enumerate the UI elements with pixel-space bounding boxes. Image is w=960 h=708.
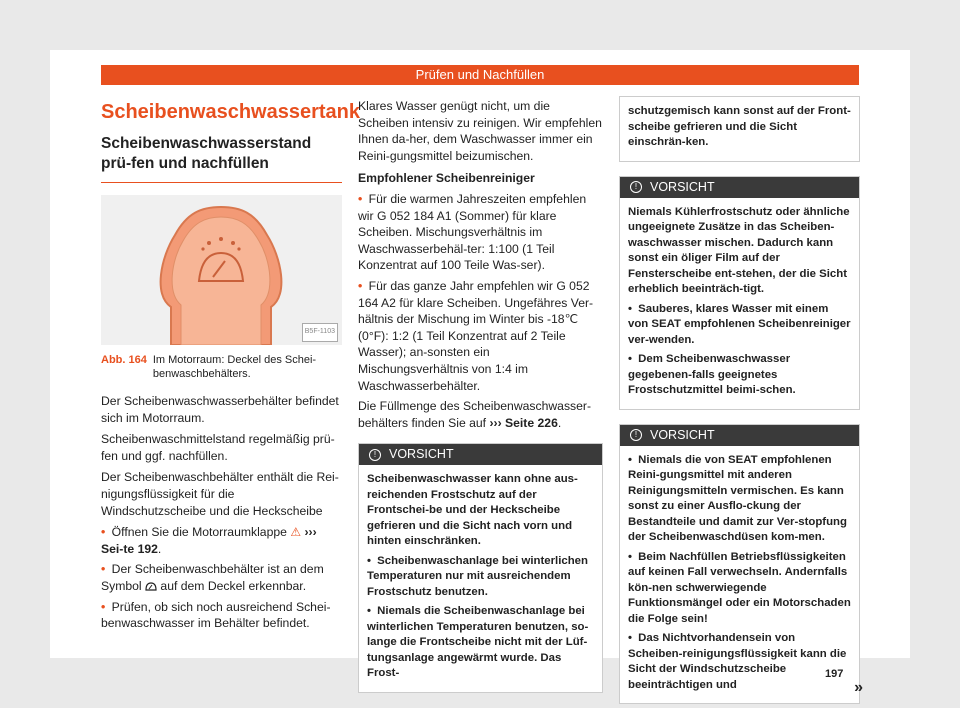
- bullet-dot: •: [628, 353, 632, 365]
- bullet-dot: •: [628, 453, 632, 466]
- caption-text: Im Motorraum: Deckel des Schei-benwaschbehälters.: [152, 354, 317, 380]
- caption-label: Abb. 164: [101, 354, 147, 366]
- paragraph: Der Scheibenwaschwasserbehälter befindet sich im Motorraum.: [101, 394, 339, 425]
- paragraph: Scheibenwaschmittelstand regelmäßig prü-fen und ggf. nachfüllen.: [101, 432, 335, 463]
- caution-box: [619, 176, 860, 410]
- caution-box-body: [359, 465, 602, 692]
- manual-page: [50, 50, 910, 697]
- paragraph: Die Füllmenge des Scheibenwaschwasser-behälters finden Sie auf ››› Seite 226.: [358, 399, 592, 430]
- caution-list-item: [367, 604, 594, 682]
- caution-text: Scheibenwaschwasser kann ohne aus-reichenden Frostschutz auf der Frontschei-be und der Heckscheibe gefrieren und die Sicht nach vorn und hinten einschränken.: [367, 473, 578, 548]
- list-item-text: Der Scheibenwaschbehälter ist an dem Symbol: [101, 562, 324, 593]
- section-header: Prüfen und Nachfüllen: [101, 65, 859, 85]
- bullet-dot: •: [367, 605, 371, 618]
- caution-icon: !: [630, 181, 642, 193]
- caution-box-header: [620, 177, 859, 198]
- caution-box: [358, 443, 603, 693]
- caution-list-text: Das Nichtvorhandensein von Scheiben-reinigungsflüssigkeit kann die Sicht der Windschutzscheibe beeinträchtigen und: [628, 632, 847, 691]
- list-item-text: auf dem Deckel erkennbar.: [160, 578, 307, 593]
- bullet-dot: •: [628, 302, 632, 315]
- caution-box-continued: [619, 96, 860, 162]
- caution-box-body: [620, 446, 859, 704]
- bullet-dot: •: [628, 632, 632, 644]
- caution-list-text: Niemals die von SEAT empfohlenen Reini-gungsmittel mit anderen Reinigungsmitteln vermischen. Es kann sonst zu einer Ausflo-ckung der Bestandteile und damit zur Ver-stopfung der Scheibenwaschdüsen kom-men.: [628, 453, 847, 543]
- continued-mark: »: [854, 679, 863, 697]
- caution-text: schutzgemisch kann sonst auf der Front-scheibe gefrieren und die Sicht einschrän-ken.: [628, 105, 851, 148]
- caution-list-item: [628, 453, 851, 546]
- list-item-text: Für das ganze Jahr empfehlen wir G 052 164 A2 für klare Scheiben. Ungefähres Ver-hältnis der Mischung im Winter bis -18℃ (0°F): 1:2 (1 Teil Konzentrat auf 2 Teile Wasser); an-sonsten ein Mischungsverhältnis von 1:4 im Waschwasserbehälter.: [358, 278, 594, 393]
- caution-icon: !: [369, 449, 381, 461]
- caution-box-header: [359, 444, 602, 465]
- caution-text: Niemals Kühlerfrostschutz oder ähnliche ungeeignete Zusätze in das Scheiben-waschwasser mischen. Dadurch kann sonst ein öliger Film auf der Fensterscheibe ent-stehen, der die Sicht erheblich beeinträch-tigt.: [628, 205, 850, 295]
- paragraph-text: Die Füllmenge des Scheibenwaschwasser-behälters finden Sie auf: [358, 399, 592, 430]
- figure-code: B5F-1103: [302, 323, 338, 342]
- bullet-dot: •: [628, 550, 632, 563]
- bullet-dot: •: [358, 191, 363, 206]
- caution-list-text: Beim Nachfüllen Betriebsflüssigkeiten auf keinen Fall verwechseln. Andernfalls kön-nen schwerwiegende Funktionsmängel oder ein Motorschaden die Folge sein!: [628, 550, 851, 625]
- column-right: [619, 98, 863, 704]
- caution-list-item: [628, 302, 851, 349]
- caution-list-item: [628, 631, 851, 693]
- bullet-dot: •: [367, 554, 371, 567]
- caution-box-body: [620, 97, 859, 161]
- caution-list-text: Dem Scheibenwaschwasser gegebenen-falls geeignetes Frostschutzmittel beimi-schen.: [628, 353, 796, 396]
- page-reference-link[interactable]: ››› Seite 226: [489, 415, 558, 430]
- caution-box: [619, 424, 863, 705]
- caution-list-text: Niemals die Scheibenwaschanlage bei winterlichen Temperaturen benutzen, so-lange die Frontscheibe nicht mit der Lüf-tungsanlage angewärmt wurde. Das Frost-: [367, 605, 589, 680]
- bullet-dot: •: [101, 525, 106, 540]
- page-title: Scheibenwaschwassertank: [101, 101, 361, 123]
- washer-fluid-icon: [145, 581, 157, 591]
- list-item: • Öffnen Sie die Motorraumklappe ⚠ ››› Sei-te 192.: [101, 525, 317, 556]
- caution-box-body: [620, 198, 859, 409]
- paragraph: Der Scheibenwaschbehälter enthält die Rei-nigungsflüssigkeit für die Windschutzscheibe und die Heckscheibe: [101, 470, 339, 518]
- bullet-dot: •: [358, 278, 363, 293]
- subheading: Empfohlener Scheibenreiniger: [358, 171, 535, 186]
- page-reference-link[interactable]: ››› Sei-te 192: [101, 525, 317, 556]
- list-item: [358, 191, 603, 274]
- column-middle: [358, 98, 603, 693]
- bullet-dot: •: [101, 562, 106, 577]
- paragraph: Klares Wasser genügt nicht, um die Scheiben intensiv zu reinigen. Wir empfehlen Ihnen da-her, dem Waschwasser immer ein Reini-gungsmittel beizumischen.: [358, 99, 602, 163]
- figure-caption: [101, 353, 342, 381]
- list-item: [101, 561, 342, 594]
- caution-title: VORSICHT: [389, 447, 454, 462]
- list-item-text: Öffnen Sie die Motorraumklappe: [111, 525, 287, 540]
- caution-title: VORSICHT: [650, 427, 715, 442]
- page-number: 197: [825, 668, 844, 680]
- column-left: [101, 98, 361, 636]
- caution-icon: !: [630, 429, 642, 441]
- caution-title: VORSICHT: [650, 179, 715, 194]
- section-subtitle: Scheibenwaschwasserstand prü-fen und nachfüllen: [101, 134, 342, 183]
- caution-box-header: [620, 425, 859, 446]
- caution-list-text: Scheibenwaschanlage bei winterlichen Temperaturen nur mit ausreichendem Frostschutz benutzen.: [367, 554, 588, 598]
- list-item-text: Für die warmen Jahreszeiten empfehlen wir G 052 184 A1 (Sommer) für klare Scheiben. Mischungsverhältnis im Waschwasserbehäl-ter: 1:100 (1 Teil Konzentrat auf 100 Teile Was-ser).: [358, 191, 587, 273]
- caution-list-item: [367, 554, 594, 601]
- figure-reservoir-cap: [101, 195, 342, 345]
- bullet-dot: •: [101, 599, 106, 614]
- caution-list-item: [628, 550, 851, 628]
- caution-list-item: [628, 352, 851, 399]
- caution-list-text: Sauberes, klares Wasser mit einem von SEAT empfohlenen Scheibenreiniger ver-wenden.: [628, 302, 851, 346]
- warning-triangle-icon: ⚠: [290, 525, 302, 540]
- list-item: [101, 599, 342, 632]
- list-item-text: Prüfen, ob sich noch ausreichend Schei-benwaschwasser im Behälter befindet.: [101, 599, 331, 631]
- list-item: [358, 278, 603, 394]
